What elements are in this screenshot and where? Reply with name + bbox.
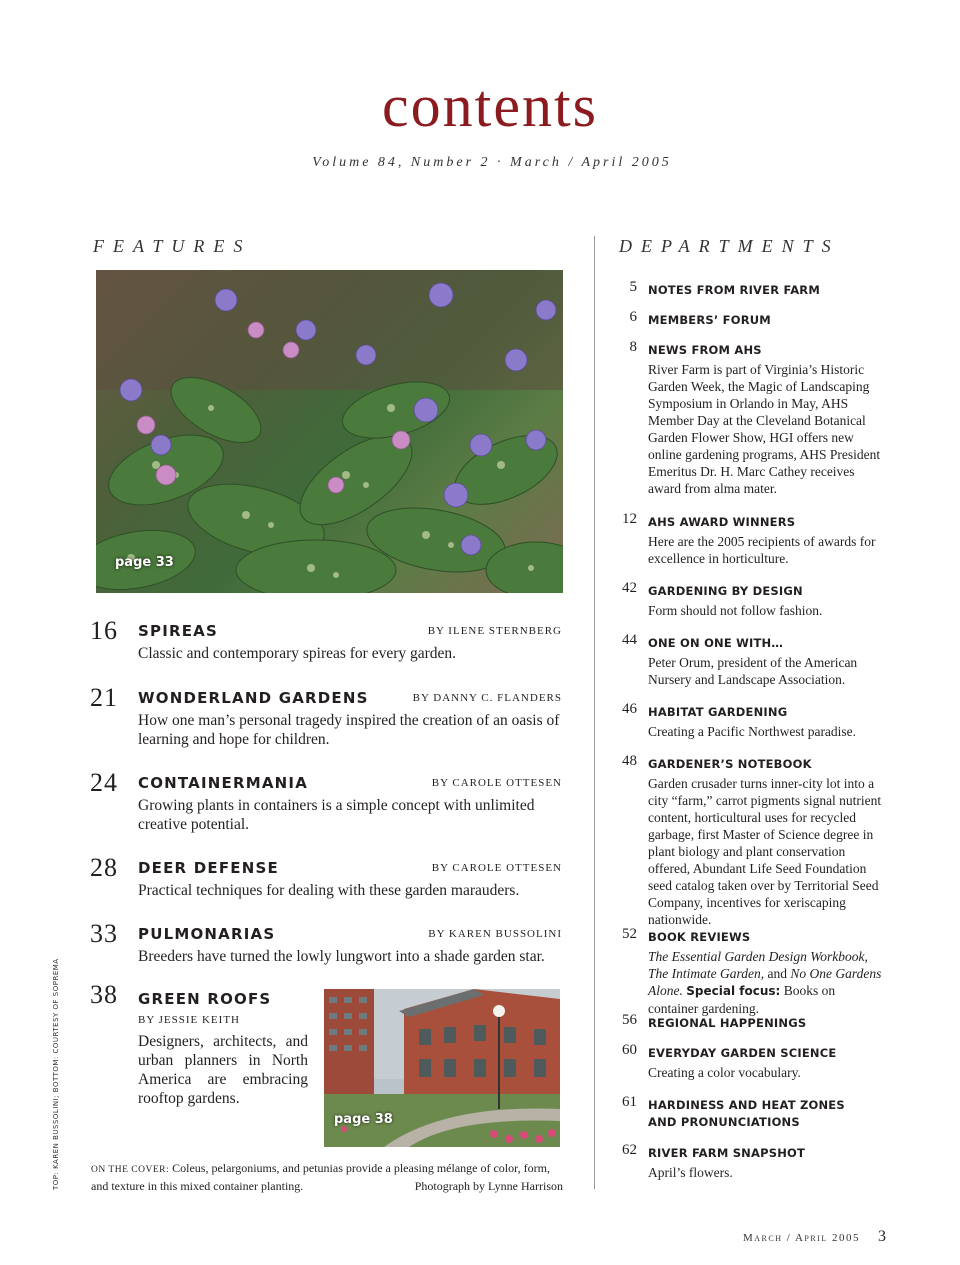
dept-page-number: 46 [622, 701, 637, 717]
feature-title: PULMONARIAS [138, 925, 276, 943]
dept-title: NOTES FROM RIVER FARM [648, 283, 821, 297]
cover-note [91, 1160, 563, 1194]
dept-page-number: 56 [622, 1012, 637, 1028]
dept-description: Creating a Pacific Northwest paradise. [648, 724, 857, 739]
feature-title: SPIREAS [138, 622, 218, 640]
special-focus-label: Special focus: [686, 984, 781, 998]
feature-title: GREEN ROOFS [138, 990, 272, 1008]
feature-page-number: 16 [90, 616, 118, 645]
dept-page-number: 8 [629, 339, 637, 355]
dept-title: HABITAT GARDENING [648, 705, 788, 719]
feature-byline: BY JESSIE KEITH [138, 1014, 240, 1026]
photo-page-label: page 33 [115, 555, 174, 570]
feature-byline: BY CAROLE OTTESEN [431, 862, 562, 874]
dept-description [648, 948, 888, 1017]
dept-description: Peter Orum, president of the American Nursery and Landscape Association. [648, 655, 858, 687]
dept-page-number: 62 [622, 1142, 637, 1158]
feature-description: How one man’s personal tragedy inspired the creation of an oasis of learning and hope for children. [138, 712, 560, 748]
feature-page-number: 28 [90, 853, 118, 882]
feature-byline: BY KAREN BUSSOLINI [428, 928, 562, 940]
book-title: No One Gardens Alone. [648, 966, 882, 998]
feature-description: Practical techniques for dealing with these garden marauders. [138, 882, 520, 899]
dept-title: REGIONAL HAPPENINGS [648, 1016, 807, 1030]
feature-page-number: 21 [90, 683, 118, 712]
dept-title: NEWS FROM AHS [648, 343, 762, 357]
cover-note-text-2: and texture in this mixed container planting. [91, 1179, 304, 1193]
column-divider [594, 236, 595, 1189]
dept-title-line-1: HARDINESS AND HEAT ZONES [648, 1098, 845, 1112]
green-roof-photo [324, 989, 560, 1147]
dept-title: AHS AWARD WINNERS [648, 515, 796, 529]
cover-note-text: Coleus, pelargoniums, and petunias provide a pleasing mélange of color, form, [172, 1161, 550, 1175]
dept-page-number: 48 [622, 753, 637, 769]
page-title: contents [382, 73, 598, 139]
book-title: The Essential Garden Design Workbook, [648, 949, 868, 964]
dept-title: ONE ON ONE WITH… [648, 636, 784, 650]
dept-page-number: 42 [622, 580, 637, 596]
conjunction: and [764, 966, 791, 981]
feature-description: Designers, architects, and urban planners in North America are embracing rooftop gardens. [138, 1033, 308, 1107]
cover-note-label: ON THE COVER: [91, 1165, 170, 1175]
feature-title: DEER DEFENSE [138, 859, 279, 877]
feature-byline: BY ILENE STERNBERG [427, 625, 562, 637]
dept-description: Here are the 2005 recipients of awards for excellence in horticulture. [648, 534, 876, 566]
feature-page-number: 33 [90, 919, 118, 948]
dept-description: Creating a color vocabulary. [648, 1065, 801, 1080]
special-focus-text: Books on container gardening. [648, 983, 836, 1016]
feature-description: Growing plants in containers is a simple concept with unlimited creative potential. [138, 797, 535, 833]
dept-description: Form should not follow fashion. [648, 603, 823, 618]
dept-description: Garden crusader turns inner-city lot into a city “farm,” carrot pigments signal nutrient content, horticultural uses for recycled garbage, first Master of Science degree in plant biology and plant conservation offered, Abundant Life Seed Foundation seed catalog taken over by Territorial Seed Company, incentives for xeriscaping nationwide. [648, 776, 882, 927]
feature-page-number: 38 [90, 980, 118, 1009]
pulmonaria-photo [96, 270, 563, 593]
dept-page-number: 61 [622, 1094, 637, 1110]
dept-title: GARDENER’S NOTEBOOK [648, 757, 812, 771]
feature-description: Classic and contemporary spireas for every garden. [138, 645, 457, 662]
dept-title: RIVER FARM SNAPSHOT [648, 1146, 806, 1160]
dept-page-number: 6 [629, 309, 637, 325]
feature-byline: BY CAROLE OTTESEN [431, 777, 562, 789]
dept-title [648, 1097, 845, 1131]
feature-page-number: 24 [90, 768, 118, 797]
book-title: The Intimate Garden, [648, 966, 765, 981]
dept-title-line-2: AND PRONUNCIATIONS [648, 1115, 800, 1129]
dept-page-number: 5 [629, 279, 637, 295]
page-number: 3 [878, 1228, 886, 1245]
photo-page-label: page 38 [334, 1112, 393, 1127]
dept-title: BOOK REVIEWS [648, 930, 751, 944]
dept-description: April’s flowers. [648, 1165, 733, 1180]
dept-title: EVERYDAY GARDEN SCIENCE [648, 1046, 837, 1060]
footer-issue: March / April 2005 [743, 1232, 860, 1244]
departments-heading: DEPARTMENTS [619, 236, 840, 256]
dept-page-number: 44 [622, 632, 637, 648]
cover-photo-credit: Photograph by Lynne Harrison [414, 1179, 563, 1193]
issue-line: Volume 84, Number 2 · March / April 2005 [312, 155, 672, 170]
dept-description: River Farm is part of Virginia’s Historic Garden Week, the Magic of Landscaping Symposium in Orlando in May, AHS Member Day at the Cleveland Botanical Garden Flower Show, HGI offers new online gardening programs, AHS President Emeritus Dr. H. Marc Cathey receives award from alma mater. [648, 362, 881, 496]
dept-page-number: 52 [622, 926, 637, 942]
dept-title: GARDENING BY DESIGN [648, 584, 803, 598]
dept-page-number: 60 [622, 1042, 637, 1058]
feature-byline: BY DANNY C. FLANDERS [412, 692, 562, 704]
feature-title: CONTAINERMANIA [138, 774, 309, 792]
feature-title: WONDERLAND GARDENS [138, 689, 369, 707]
photo-credit-vertical: TOP: KAREN BUSSOLINI; BOTTOM: COURTESY OF SOPREMA [52, 958, 60, 1190]
feature-description: Breeders have turned the lowly lungwort into a shade garden star. [138, 948, 545, 965]
features-heading: FEATURES [93, 236, 252, 256]
dept-title: MEMBERS’ FORUM [648, 313, 771, 327]
dept-page-number: 12 [622, 511, 637, 527]
